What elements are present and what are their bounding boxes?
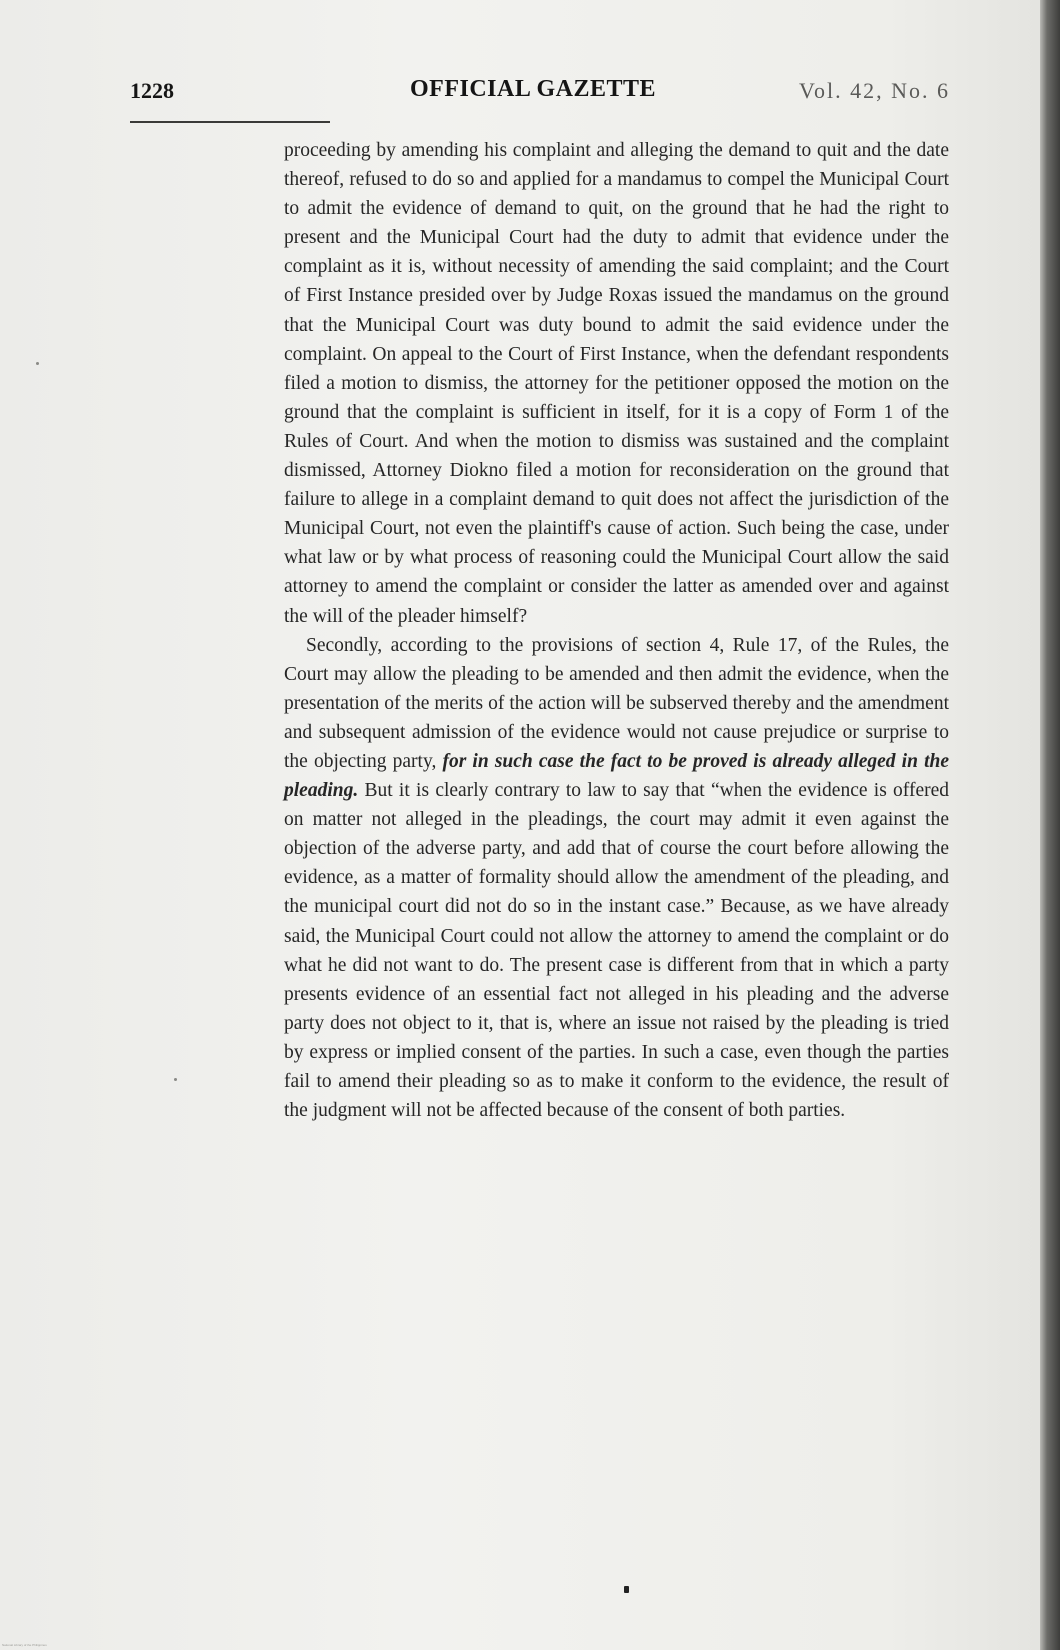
page-mark: [624, 1586, 629, 1593]
volume-issue: Vol. 42, No. 6: [798, 78, 950, 103]
page-number: 1228: [130, 78, 174, 103]
header-rule: [130, 121, 330, 123]
paragraph-2-start: Secondly, according to the provisions of section 4, Rule 17, of the Rules, the Court may allow the pleading to be amended and then admit the evidence, when the presentation of the merits of the action will be subserved thereby and the amendment and subsequent admission of the evidence would not cause prejudice or surprise to the objecting party,: [284, 634, 949, 772]
page-edge-shadow: [1040, 0, 1060, 1650]
paragraph-2-italic: for in such case the fact to be proved is already alleged in the pleading.: [284, 750, 949, 802]
body-text: [284, 136, 949, 1125]
page-header: [130, 78, 950, 112]
publication-title: OFFICIAL GAZETTE: [410, 76, 657, 102]
paragraph-1: proceeding by amending his complaint and alleging the demand to quit and the date thereof, refused to do so and applied for a mandamus to compel the Municipal Court to admit the evidence of demand to quit, on the ground that he had the right to present and the Municipal Court had the duty to admit that evidence under the complaint as it is, without necessity of amending the said complaint; and the Court of First Instance presided over by Judge Roxas issued the mandamus on the ground that the Municipal Court was duty bound to admit the said evidence under the complaint. On appeal to the Court of First Instance, when the defendant respondents filed a motion to dismiss, the attorney for the petitioner opposed the motion on the ground that the complaint is sufficient in itself, for it is a copy of Form 1 of the Rules of Court. And when the motion to dismiss was sustained and the complaint dismissed, Attorney Diokno filed a motion for reconsideration on the ground that failure to allege in a complaint demand to quit does not affect the jurisdiction of the Municipal Court, not even the plaintiff's cause of action. Such being the case, under what law or by what process of reasoning could the Municipal Court allow the said attorney to amend the complaint or consider the latter as amended over and against the will of the pleader himself?: [284, 140, 949, 627]
scan-credit: National Library of the Philippines: [2, 1643, 47, 1647]
scan-speck: [174, 1078, 177, 1081]
paragraph-2: [284, 631, 949, 1126]
scan-speck: [36, 362, 39, 365]
paragraph-2-end: But it is clearly contrary to law to say that “when the evidence is offered on matter not alleged in the pleadings, the court may admit it even against the objection of the adverse party, and add that of course the court before allowing the evidence, as a matter of formality should allow the amendment of the pleading, and the municipal court did not do so in the instant case.” Because, as we have already said, the Municipal Court could not allow the attorney to amend the complaint or do what he did not want to do. The present case is different from that in which a party presents evidence of an essential fact not alleged in his pleading and the adverse party does not object to it, that is, where an issue not raised by the pleading is tried by express or implied consent of the parties. In such a case, even though the parties fail to amend their pleading so as to make it conform to the evidence, the result of the judgment will not be affected because of the consent of both parties.: [284, 780, 949, 1122]
